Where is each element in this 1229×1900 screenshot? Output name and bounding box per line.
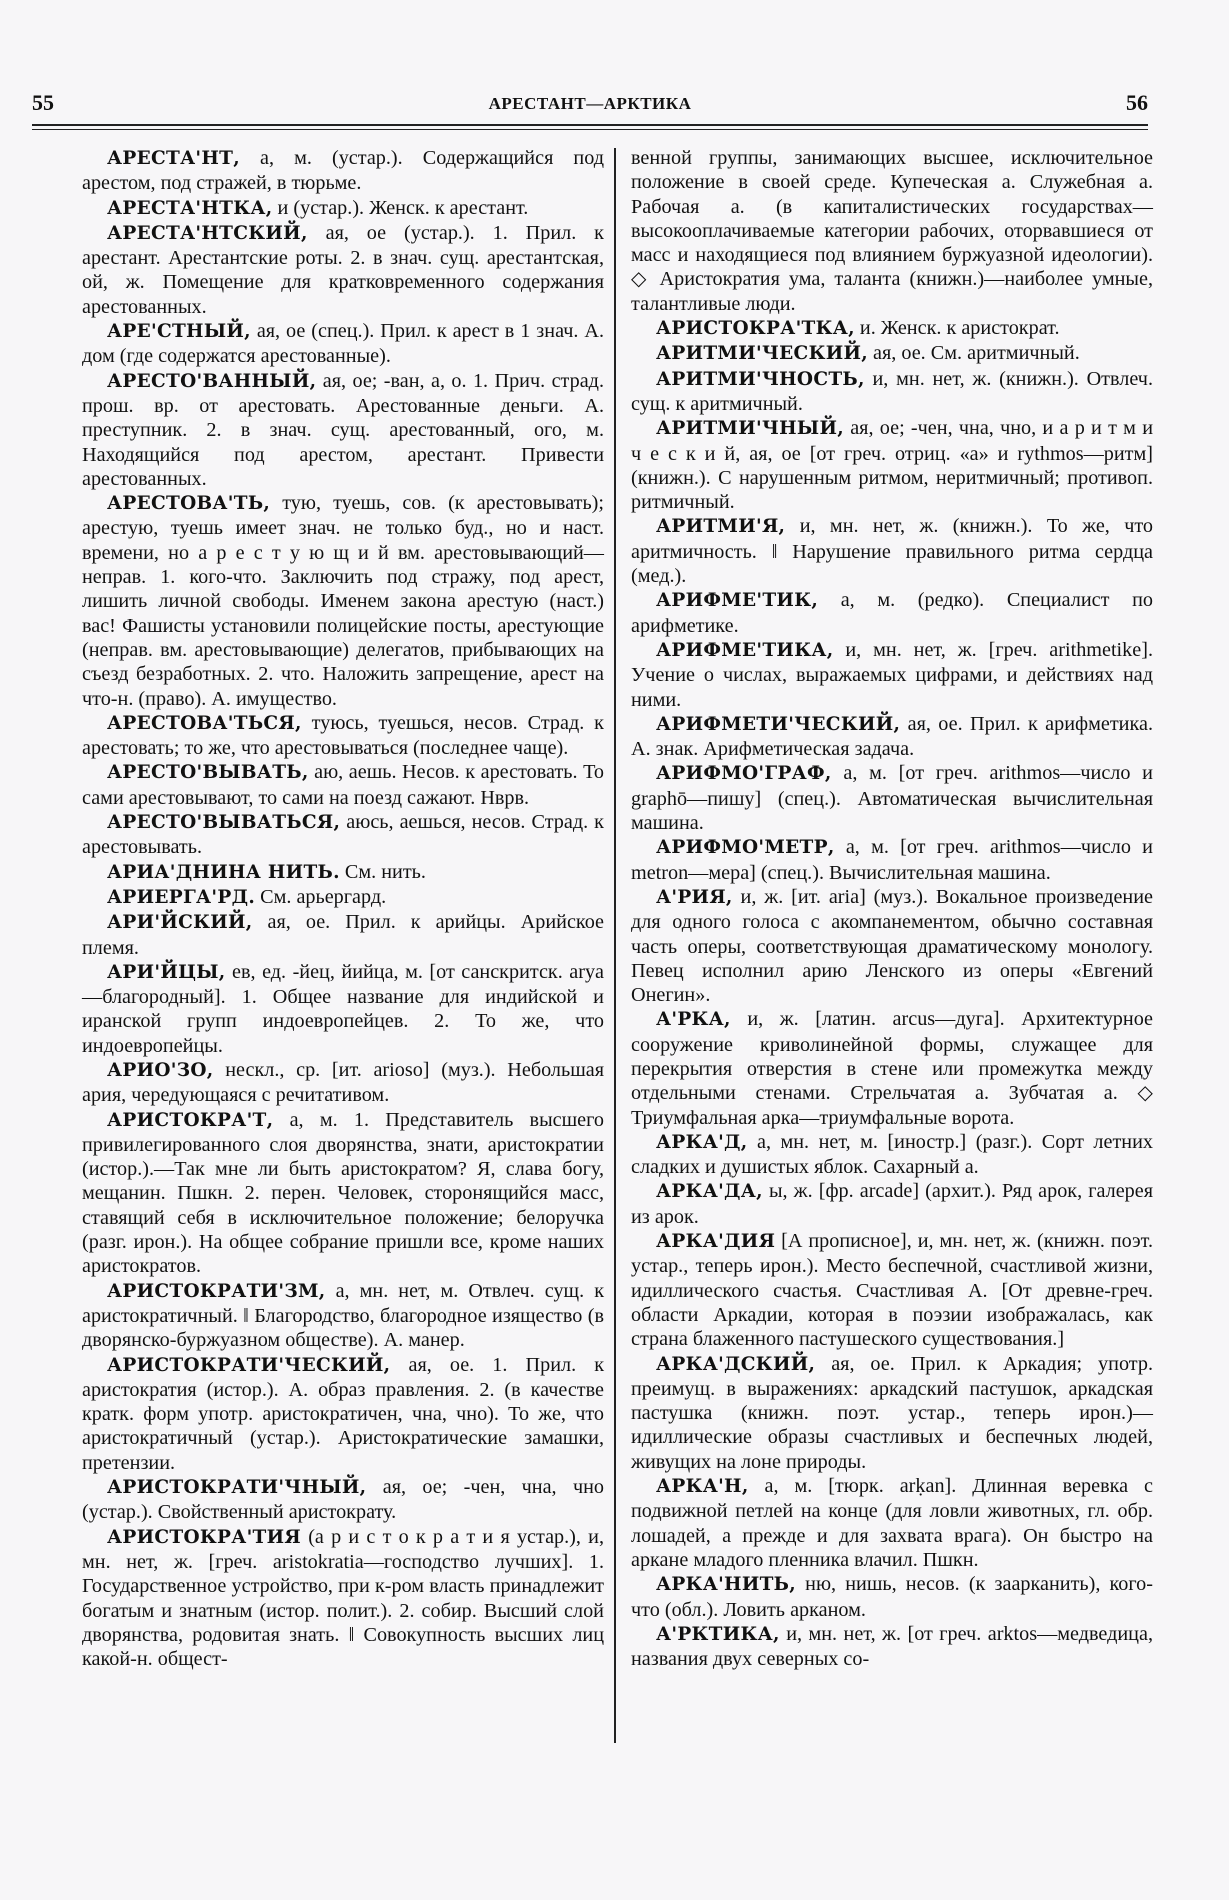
dictionary-entry — [631, 1130, 1153, 1180]
entry-definition: [А прописное], и, мн. нет, ж. (книжн. поэт. устар., теперь ирон.). Место беспечной, счастливой жизни, идиллического счастья. Счастливая А. [От древне-греч. области Аркадии, которая в поэзии изображалась, как страна блаженного пастушеского существования.] — [631, 1230, 1153, 1351]
entry-headword: АРИСТОКРА'ТКА, — [656, 318, 855, 340]
entry-definition: ая, ое (устар.). 1. Прил. к арестант. Арестантские роты. 2. в знач. сущ. арестантская, ой, ж. Помещение для кратковременного содержания арестованных. — [82, 221, 604, 318]
dictionary-entry — [631, 367, 1153, 417]
entry-definition: ая, ое. Прил. к арийцы. Арийское племя. — [82, 911, 604, 959]
dictionary-entry — [631, 1474, 1153, 1572]
dictionary-entry — [82, 1475, 604, 1525]
entry-definition: а, м. (редко). Специалист по арифметике. — [631, 589, 1153, 637]
entry-definition: ая, ое. Прил. к арифметика. А. знак. Арифметическая задача. — [631, 712, 1153, 761]
dictionary-entry — [82, 860, 604, 885]
entry-definition: ая, ое; -чен, чна, чно (устар.). Свойственный аристократу. — [82, 1476, 604, 1524]
dictionary-entry — [82, 910, 604, 960]
entry-headword: АРИСТОКРАТИ'ЧЕСКИЙ, — [107, 1354, 391, 1376]
dictionary-entry — [631, 1572, 1153, 1622]
dictionary-entry — [631, 712, 1153, 762]
entry-definition: и, ж. [ит. aria] (муз.). Вокальное произведение для одного голоса с акомпанементом, обычно составная часть оперы, соответствующая драматическому монологу. Певец исполнил арию Ленского из оперы «Евгений Онегин». — [631, 885, 1153, 1007]
entry-continuation: венной группы, занимающих высшее, исключительное положение в своей среде. Купеческая а. Служебная а. Рабочая а. (в капиталистических государствах—высокооплачиваемые категории рабочих, оторвавшиеся от масс и находящиеся под влиянием буржуазной идеологии). ◇ Аристократия ума, таланта (книжн.)—наиболее умные, талантливые люди. — [631, 147, 1153, 315]
header-rule-thick — [32, 124, 1148, 126]
entry-headword: АРЕСТО'ВЫВАТЬ, — [107, 762, 309, 784]
entry-headword: АРИФМО'ГРАФ, — [656, 763, 832, 785]
dictionary-entry — [82, 319, 604, 369]
dictionary-entry — [82, 146, 604, 196]
dictionary-entry — [82, 1108, 604, 1279]
entry-definition: ая, ое; -ван, а, о. 1. Прич. страд. прош. вр. от арестовать. Арестованные деньги. А. преступник. 2. в знач. сущ. арестованный, ого, м. Находящийся под арестом, арестант. Привести арестованных. — [82, 369, 604, 490]
dictionary-entry — [82, 885, 604, 910]
dictionary-entry — [631, 1352, 1153, 1474]
dictionary-entry — [631, 514, 1153, 588]
entry-headword: АРЕСТА'НТСКИЙ, — [107, 222, 308, 244]
entry-definition: аюсь, аешься, несов. Страд. к арестовывать. — [82, 811, 604, 859]
entry-headword: А'РКТИКА, — [656, 1623, 780, 1645]
entry-headword: АРЕСТО'ВЫВАТЬСЯ, — [107, 812, 341, 834]
page-number-right: 56 — [1126, 90, 1148, 115]
entry-definition: а, м. [тюрк. arḳan]. Длинная веревка с подвижной петлей на конце (для ловли животных, гл. обр. лошадей, а прежде и для захвата врага). Он быстро на аркане младого пленника влачил. Пшкн. — [631, 1475, 1153, 1571]
dictionary-entry — [82, 1058, 604, 1108]
dictionary-entry — [82, 369, 604, 491]
entry-headword: АРЕСТО'ВАННЫЙ, — [107, 370, 317, 392]
entry-headword: АРИТМИ'Я, — [656, 516, 786, 538]
entry-headword: А'РИЯ, — [656, 886, 733, 908]
entry-definition: ню, нишь, несов. (к заарканить), кого-что (обл.). Ловить арканом. — [631, 1573, 1153, 1621]
running-head: АРЕСТАНТ—АРКТИКА — [488, 94, 692, 113]
header-rule-thin — [32, 129, 1148, 130]
dictionary-entry — [631, 1179, 1153, 1229]
left-column — [82, 146, 604, 1671]
entry-headword: АРКА'ДИЯ — [656, 1231, 776, 1253]
entry-headword: АРКА'НИТЬ, — [656, 1574, 796, 1596]
entry-definition: а, мн. нет, м. [иностр.] (разг.). Сорт летних сладких и душистых яблок. Сахарный а. — [631, 1130, 1153, 1179]
dictionary-entry — [82, 1279, 604, 1353]
entry-definition: ая, ое. Прил. к Аркадия; употр. преимущ. в выражениях: аркадский пастушок, аркадская пастушка (книжн. поэт. устар., теперь ирон.)—идиллические образы счастливых и беспечных людей, живущих на лоне природы. — [631, 1352, 1153, 1473]
entry-headword: АРКА'ДСКИЙ, — [656, 1353, 816, 1375]
dictionary-entry — [631, 638, 1153, 712]
dictionary-entry — [82, 760, 604, 810]
entry-definition: и, ж. [латин. arcus—дуга]. Архитектурное сооружение криволинейной формы, служащее для перекрытия отверстия в стене или промежутка между отдельными стенами. Стрельчатая а. Зубчатая а. ◇ Триумфальная арка—триумфальные ворота. — [631, 1008, 1153, 1129]
entry-headword: АРИСТОКРАТИ'ЗМ, — [107, 1280, 326, 1302]
entry-headword: АРЕ'СТНЫЙ, — [107, 321, 251, 343]
entry-definition: и, мн. нет, ж. (книжн.). Отвлеч. сущ. к аритмичный. — [631, 367, 1153, 415]
entry-definition: нескл., ср. [ит. arioso] (муз.). Небольшая ария, чередующаяся с речитативом. — [82, 1058, 604, 1107]
dictionary-entry — [631, 1007, 1153, 1129]
entry-headword: АРЕСТОВА'ТЬ, — [107, 493, 271, 515]
entry-definition: а, м. [от греч. arithmos—число и graphō—пишу] (спец.). Автоматическая вычислительная машина. — [631, 762, 1153, 835]
entry-headword: АРИФМЕТИ'ЧЕСКИЙ, — [656, 713, 901, 735]
dictionary-entry — [631, 316, 1153, 341]
entry-headword: АРИСТОКРА'ТИЯ — [107, 1526, 301, 1548]
column-divider — [614, 148, 616, 1743]
entry-definition: и, мн. нет, ж. [греч. arithmetike]. Учение о числах, выражаемых цифрами, и действиях над ними. — [631, 638, 1153, 711]
entry-definition: ев, ед. -йец, йийца, м. [от санскритск. arya—благородный]. 1. Общее название для индийской и иранской групп индоевропейцев. 2. То же, что индоевропейцы. — [82, 960, 604, 1057]
dictionary-entry — [631, 761, 1153, 835]
entry-definition: ая, ое; -чен, чна, чно, и а р и т м и ч е с к и й, ая, ое [от греч. отриц. «а» и rythmos—ритм] (книжн.). С нарушенным ритмом, неритмичный; противоп. ритмичный. — [631, 417, 1153, 514]
entry-headword: АРЕСТОВА'ТЬСЯ, — [107, 712, 302, 734]
entry-definition: а, м. (устар.). Содержащийся под арестом, под стражей, в тюрьме. — [82, 147, 604, 195]
entry-headword: АРКА'Д, — [656, 1131, 748, 1153]
entry-headword: АРИ'ЙСКИЙ, — [107, 912, 253, 934]
entry-definition: а, м. 1. Представитель высшего привилегированного слоя дворянства, знати, аристократии (истор.).—Так мне ли быть аристократом? Я, слава богу, мещанин. Пшкн. 2. перен. Человек, сторонящийся масс, ставящий себя в исключительное положение; белоручка (разг. ирон.). На общее собрание пришли все, кроме наших аристократов. — [82, 1108, 604, 1278]
dictionary-entry — [631, 885, 1153, 1007]
entry-definition: а, м. [от греч. arithmos—число и metron—мера] (спец.). Вычислительная машина. — [631, 836, 1153, 884]
entry-headword: АРИФМО'МЕТР, — [656, 837, 835, 859]
entry-definition: а, мн. нет, м. Отвлеч. сущ. к аристократичный. ‖ Благородство, благородное изящество (в дворянско-буржуазном обществе). А. манер. — [82, 1279, 604, 1352]
entry-definition: См. нить. — [339, 860, 426, 883]
entry-definition: туюсь, туешься, несов. Страд. к арестовать; то же, что арестовываться (последнее чаще). — [82, 711, 604, 760]
entry-headword: АРИТМИ'ЧНОСТЬ, — [656, 368, 865, 390]
entry-headword: АРИФМЕ'ТИК, — [656, 590, 819, 612]
entry-definition: и, мн. нет, ж. [от греч. arktos—медведица, названия двух северных со- — [631, 1622, 1153, 1671]
entry-definition: ая, ое. 1. Прил. к аристократия (истор.). А. образ правления. 2. (в качестве кратк. форм употр. аристократичен, чна, чно). То же, что аристократичный (устар.). Аристократические замашки, претензии. — [82, 1353, 604, 1474]
entry-headword: АРИО'ЗО, — [107, 1059, 214, 1081]
dictionary-entry — [631, 416, 1153, 514]
dictionary-entry — [82, 711, 604, 761]
dictionary-entry — [82, 960, 604, 1058]
dictionary-entry — [82, 1353, 604, 1475]
entry-headword: АРЕСТА'НТ, — [107, 148, 240, 169]
entry-headword: А'РКА, — [656, 1009, 731, 1031]
entry-headword: АРИФМЕ'ТИКА, — [656, 639, 834, 661]
entry-definition: аю, аешь. Несов. к арестовать. То сами арестовывают, то сами на поезд сажают. Нврв. — [82, 761, 604, 809]
page-number-left: 55 — [32, 90, 54, 115]
dictionary-entry — [631, 1229, 1153, 1351]
entry-headword: АРИ'ЙЦЫ, — [107, 961, 226, 983]
entry-definition: тую, туешь, сов. (к арестовывать); арестую, туешь имеет знач. не только буд., но и наст. времени, но а р е с т у ю щ и й вм. арестовывающий—неправ. 1. кого-что. Заключить под стражу, под арест, лишить личной свободы. Именем закона арестую (наст.) вас! Фашисты установили полицейские посты, арестующие (неправ. вм. арестовывающие) делегатов, прибывающих на съезд безработных. 2. что. Наложить запрещение, арест на что-н. (право). А. имущество. — [82, 492, 604, 710]
right-column — [631, 146, 1153, 1671]
entry-definition: и. Женск. к аристократ. — [854, 317, 1060, 340]
dictionary-entry — [82, 196, 604, 221]
entry-definition: и, мн. нет, ж. (книжн.). То же, что аритмичность. ‖ Нарушение правильного ритма сердца (мед.). — [631, 515, 1153, 588]
entry-definition: ы, ж. [фр. arcade] (архит.). Ряд арок, галерея из арок. — [631, 1180, 1153, 1228]
entry-headword: АРИА'ДНИНА НИТЬ. — [107, 861, 340, 883]
dictionary-entry — [82, 221, 604, 319]
entry-definition: ая, ое (спец.). Прил. к арест в 1 знач. А. дом (где содержатся арестованные). — [82, 320, 604, 368]
dictionary-entry — [82, 1525, 604, 1672]
entry-definition: (а р и с т о к р а т и я устар.), и, мн. нет, ж. [греч. aristokratia—господство лучших]. 1. Государственное устройство, при к-ром власть принадлежит богатым и знатным (истор. полит.). 2. собир. Высший слой дворянства, родовитая знать. ‖ Совокупность высших лиц какой-н. общест- — [82, 1525, 604, 1671]
entry-headword: АРИСТОКРА'Т, — [107, 1109, 274, 1131]
dictionary-entry — [631, 1622, 1153, 1672]
entry-definition: См. арьергард. — [255, 885, 387, 908]
entry-headword: АРИТМИ'ЧНЫЙ, — [656, 418, 844, 440]
entry-headword: АРИТМИ'ЧЕСКИЙ, — [656, 343, 868, 365]
dictionary-entry — [631, 835, 1153, 885]
entry-definition: и (устар.). Женск. к арестант. — [272, 196, 529, 219]
entry-headword: АРКА'Н, — [656, 1476, 749, 1498]
dictionary-entry — [82, 810, 604, 860]
entry-definition: ая, ое. См. аритмичный. — [868, 342, 1080, 365]
entry-headword: АРИСТОКРАТИ'ЧНЫЙ, — [107, 1477, 367, 1499]
entry-headword: АРЕСТА'НТКА, — [107, 197, 273, 219]
dictionary-entry — [631, 588, 1153, 638]
entry-headword: АРИЕРГА'РД. — [107, 886, 256, 908]
dictionary-entry — [82, 491, 604, 711]
entry-headword: АРКА'ДА, — [656, 1181, 763, 1203]
dictionary-entry — [631, 341, 1153, 366]
